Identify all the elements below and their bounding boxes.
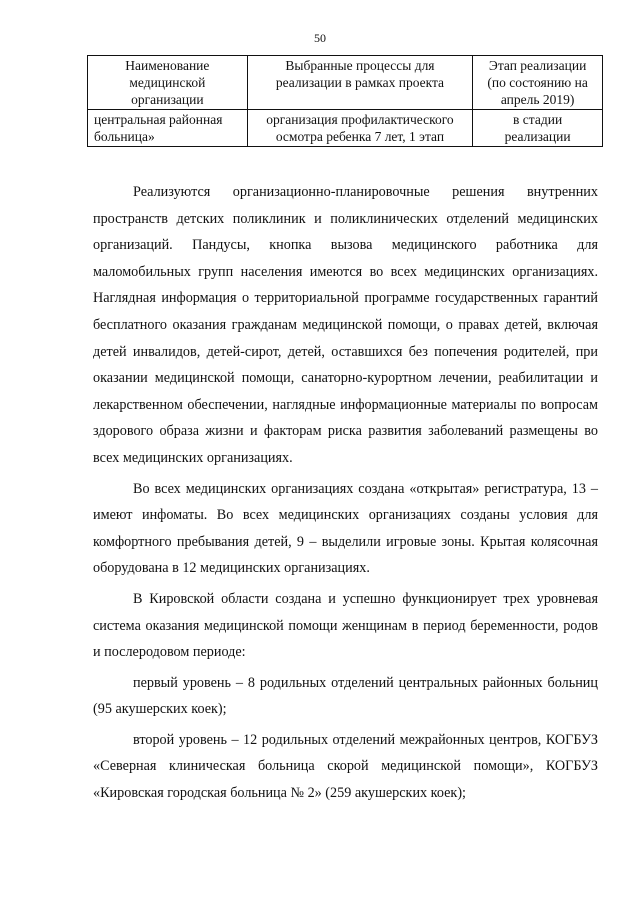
body-text: [93, 179, 598, 811]
paragraph: второй уровень – 12 родильных отделений межрайонных центров, КОГБУЗ «Северная клиническая больница скорой медицинской помощи», КОГБУЗ «Кировская городская больница № 2» (259 акушерских коек);: [93, 731, 598, 802]
cell-stage: в стадии реализации: [473, 110, 603, 147]
paragraph: первый уровень – 8 родильных отделений центральных районных больниц (95 акушерских коек);: [93, 674, 598, 718]
table-header-row: [88, 56, 603, 110]
header-processes: Выбранные процессы для реализации в рамках проекта: [247, 56, 473, 110]
header-stage: Этап реализации (по состоянию на апрель 2019): [473, 56, 603, 110]
paragraph: Во всех медицинских организациях создана «открытая» регистратура, 13 – имеют инфоматы. Во всех медицинских организациях созданы условия для комфортного пребывания детей, 9 – выделили игровые зоны. Крытая колясочная оборудована в 12 медицинских организациях.: [93, 480, 598, 577]
implementation-table: [87, 55, 603, 147]
header-organization: Наименование медицинской организации: [88, 56, 248, 110]
table-row: [88, 110, 603, 147]
cell-organization: центральная районная больница»: [88, 110, 248, 147]
page-number: 50: [314, 31, 326, 45]
cell-process: организация профилактического осмотра ребенка 7 лет, 1 этап: [247, 110, 473, 147]
paragraph: В Кировской области создана и успешно функционирует трех уровневая система оказания медицинской помощи женщинам в период беременности, родов и послеродовом периоде:: [93, 590, 598, 661]
paragraph: Реализуются организационно-планировочные решения внутренних пространств детских поликлиник и поликлинических отделений медицинских организаций. Пандусы, кнопка вызова медицинского работника для маломобильных групп населения имеются во всех медицинских организациях. Наглядная информация о территориальной программе государственных гарантий бесплатного оказания гражданам медицинской помощи, о правах детей, включая детей инвалидов, детей-сирот, детей, оставшихся без попечения родителей, при оказании медицинской помощи, санаторно-курортном лечении, реабилитации и лекарственном обеспечении, наглядные информационные материалы по вопросам здорового образа жизни и факторам риска развития заболеваний размещены во всех медицинских организациях.: [93, 184, 598, 466]
